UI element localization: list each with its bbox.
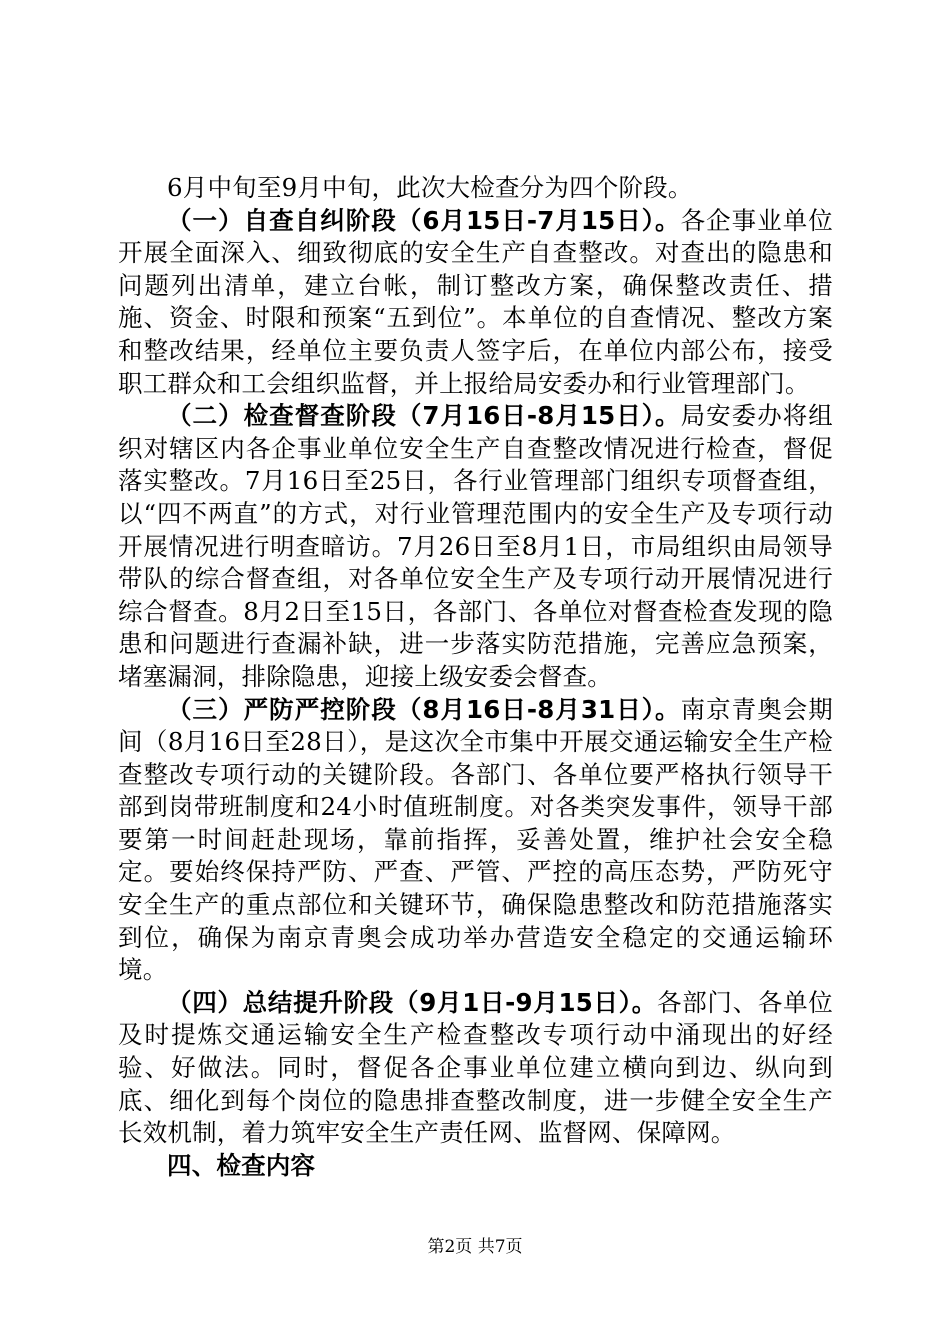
- page-number-label: 第2页 共7页: [427, 1237, 523, 1257]
- page-footer: [0, 1232, 950, 1257]
- phase-4-title: （四）总结提升阶段（9月1日-9月15日）。: [167, 987, 657, 1017]
- phase-2-body: 局安委办将组织对辖区内各企事业单位安全生产自查整改情况进行检查，督促落实整改。7月16日至25日，各行业管理部门组织专项督查组，以“四不两直”的方式，对行业管理范围内的安全生产及专项行动开展情况进行明查暗访。7月26日至8月1日，市局组织由局领导带队的综合督查组，对各单位安全生产及专项行动开展情况进行综合督查。8月2日至15日，各部门、各单位对督查检查发现的隐患和问题进行查漏补缺，进一步落实防范措施，完善应急预案，堵塞漏洞，排除隐患，迎接上级安委会督查。: [118, 401, 833, 691]
- intro-paragraph: 6月中旬至9月中旬，此次大检查分为四个阶段。: [167, 173, 693, 202]
- phase-4-paragraph: [118, 987, 833, 1150]
- phase-1-body: 各企事业单位开展全面深入、细致彻底的安全生产自查整改。对查出的隐患和问题列出清单，建立台帐，制订整改方案，确保整改责任、措施、资金、时限和预案“五到位”。本单位的自查情况、整改方案和整改结果，经单位主要负责人签字后，在单位内部公布，接受职工群众和工会组织监督，并上报给局安委办和行业管理部门。: [118, 205, 833, 398]
- document-body: [118, 172, 833, 1182]
- phase-3-title: （三）严防严控阶段（8月16日-8月31日）。: [167, 694, 681, 724]
- phase-2-title: （二）检查督查阶段（7月16日-8月15日）。: [167, 401, 681, 431]
- phase-3-body: 南京青奥会期间（8月16日至28日），是这次全市集中开展交通运输安全生产检查整改专项行动的关键阶段。各部门、各单位要严格执行领导干部到岗带班制度和24小时值班制度。对各类突发事件，领导干部要第一时间赶赴现场，靠前指挥，妥善处置，维护社会安全稳定。要始终保持严防、严查、严管、严控的高压态势，严防死守安全生产的重点部位和关键环节，确保隐患整改和防范措施落实到位，确保为南京青奥会成功举办营造安全稳定的交通运输环境。: [118, 694, 833, 985]
- phase-1-title: （一）自查自纠阶段（6月15日-7月15日）。: [167, 205, 681, 235]
- phase-2-paragraph: [118, 400, 833, 693]
- section-heading: 四、检查内容: [167, 1150, 316, 1180]
- phase-4-body: 各部门、各单位及时提炼交通运输安全生产检查整改专项行动中涌现出的好经验、好做法。同时，督促各企事业单位建立横向到边、纵向到底、细化到每个岗位的隐患排查整改制度，进一步健全安全生产长效机制，着力筑牢安全生产责任网、监督网、保障网。: [118, 987, 833, 1148]
- phase-1-paragraph: [118, 205, 833, 401]
- phase-3-paragraph: [118, 694, 833, 987]
